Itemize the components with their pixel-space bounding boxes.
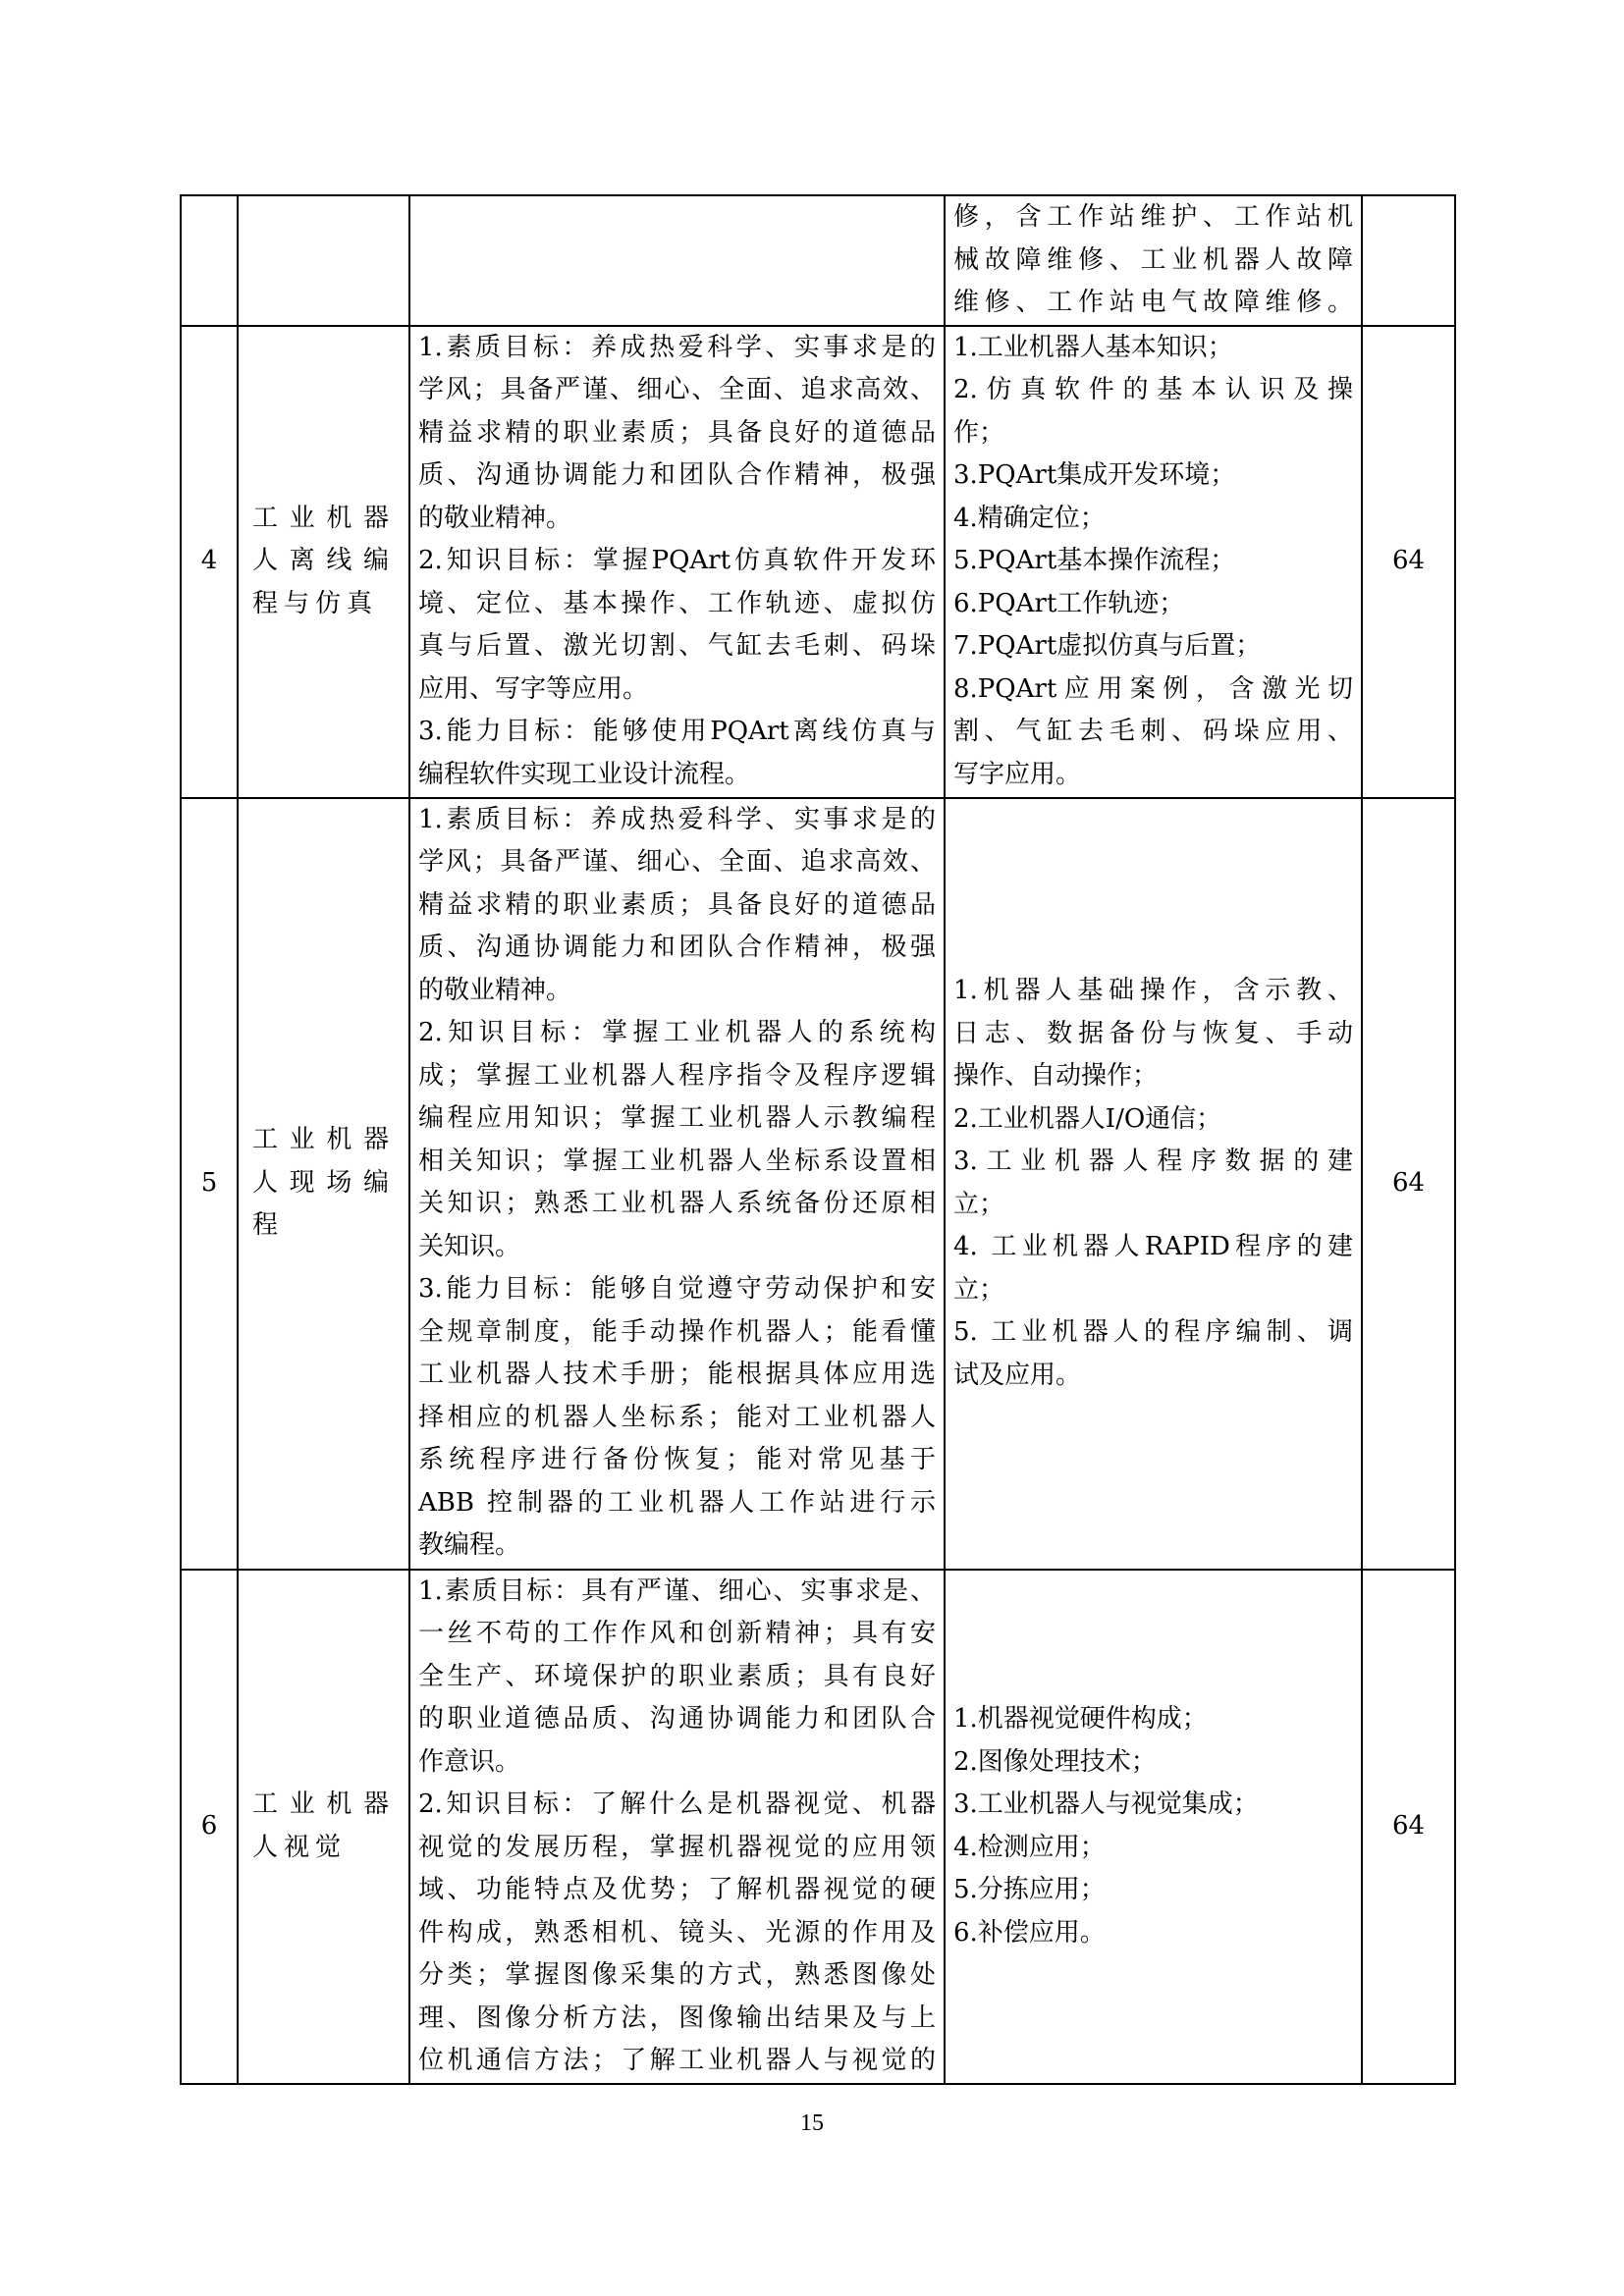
objective-line: 全生产、环境保护的职业素质；具有良好 <box>418 1661 936 1691</box>
contents-cell <box>945 326 1362 798</box>
content-line: 4.精确定位； <box>953 503 1106 533</box>
table-row <box>181 195 1455 326</box>
content-line: 3.工业机器人程序数据的建 <box>953 1147 1353 1176</box>
hours-cell <box>1362 798 1455 1570</box>
objective-line: 精益求精的职业素质；具备良好的道德品 <box>418 417 936 448</box>
contents-cell <box>945 1570 1362 2084</box>
content-line: 4. 工业机器人RAPID程序的建 <box>953 1232 1353 1261</box>
course-table <box>180 194 1456 2085</box>
objective-line: 真与后置、激光切割、气缸去毛刺、码垛 <box>418 631 936 661</box>
course-name-cell <box>238 326 409 798</box>
content-line: 3.PQArt集成开发环境； <box>953 460 1236 490</box>
objective-line: 作意识。 <box>418 1746 521 1777</box>
contents-cell <box>945 798 1362 1570</box>
objective-line: 境、定位、基本操作、工作轨迹、虚拟仿 <box>418 588 936 618</box>
content-line: 操作、自动操作； <box>953 1061 1159 1091</box>
content-line: 1.机器人基础操作，含示教、 <box>953 976 1353 1005</box>
content-line: 2.工业机器人I/O通信； <box>953 1103 1222 1134</box>
hours-cell <box>1362 326 1455 798</box>
content-line: 修，含工作站维护、工作站机 <box>953 202 1353 232</box>
objective-line: 的敬业精神。 <box>418 975 572 1005</box>
objective-line: 择相应的机器人坐标系；能对工业机器人 <box>418 1402 936 1432</box>
objective-line: 的敬业精神。 <box>418 503 572 533</box>
objective-line: 1.素质目标：养成热爱科学、实事求是的 <box>418 332 936 362</box>
objective-line: 关知识；熟悉工业机器人系统备份还原相 <box>418 1189 936 1218</box>
row-number-cell <box>181 326 238 798</box>
content-line: 6.PQArt工作轨迹； <box>953 588 1185 618</box>
row-number-cell <box>181 195 238 326</box>
course-name-line: 人现场编 <box>252 1167 395 1198</box>
objective-line: 件构成，熟悉相机、镜头、光源的作用及 <box>418 1917 936 1948</box>
hours-cell <box>1362 1570 1455 2084</box>
page-number: 15 <box>800 2110 824 2136</box>
course-name-line: 工业机器 <box>252 1789 395 1819</box>
contents-cell <box>945 195 1362 326</box>
content-line: 维修、工作站电气故障维修。 <box>953 288 1353 317</box>
course-name-line: 程与仿真 <box>252 588 379 618</box>
row-number: 6 <box>200 1810 218 1841</box>
objective-line: 1.素质目标：养成热爱科学、实事求是的 <box>418 804 936 834</box>
hours-cell <box>1362 195 1455 326</box>
objective-line: 系统程序进行备份恢复；能对常见基于 <box>418 1445 936 1474</box>
course-name-cell <box>238 195 409 326</box>
objective-line: 全规章制度，能手动操作机器人；能看懂 <box>418 1316 936 1347</box>
objective-line: 精益求精的职业素质；具备良好的道德品 <box>418 889 936 920</box>
objective-line: 一丝不苟的工作作风和创新精神；具有安 <box>418 1619 936 1648</box>
objectives-cell <box>409 798 945 1570</box>
objective-line: 视觉的发展历程，掌握机器视觉的应用领 <box>418 1832 936 1862</box>
content-line: 立； <box>953 1189 1005 1219</box>
content-line: 5. 工业机器人的程序编制、调 <box>953 1317 1353 1347</box>
hours-value: 64 <box>1391 1810 1426 1841</box>
content-line: 2.图像处理技术； <box>953 1746 1157 1777</box>
objective-line: 的职业道德品质、沟通协调能力和团队合 <box>418 1704 936 1734</box>
objective-line: 关知识。 <box>418 1231 521 1261</box>
content-line: 7.PQArt虚拟仿真与后置； <box>953 631 1262 661</box>
course-name-line: 程 <box>252 1210 285 1241</box>
content-line: 5.PQArt基本操作流程； <box>953 546 1236 575</box>
content-line: 作； <box>953 417 1005 448</box>
objective-line: 学风；具备严谨、细心、全面、追求高效、 <box>418 375 936 404</box>
objective-line: 1.素质目标：具有严谨、细心、实事求是、 <box>418 1575 936 1606</box>
content-line: 4.检测应用； <box>953 1832 1106 1862</box>
objective-line: 域、功能特点及优势；了解机器视觉的硬 <box>418 1875 936 1904</box>
content-line: 2.仿真软件的基本认识及操 <box>953 375 1353 404</box>
course-name-line: 工业机器 <box>252 1125 395 1155</box>
objective-line: 质、沟通协调能力和团队合作精神，极强 <box>418 460 936 490</box>
course-name-cell <box>238 798 409 1570</box>
hours-value: 64 <box>1391 1167 1426 1198</box>
hours-value: 64 <box>1391 546 1426 576</box>
content-line: 5.分拣应用； <box>953 1875 1106 1904</box>
objective-line: 学风；具备严谨、细心、全面、追求高效、 <box>418 847 936 877</box>
course-name-cell <box>238 1570 409 2084</box>
objective-line: 应用、写字等应用。 <box>418 673 649 704</box>
row-number: 4 <box>200 546 218 576</box>
objective-line: 成；掌握工业机器人程序指令及程序逻辑 <box>418 1060 936 1091</box>
content-line: 8.PQArt应用案例，含激光切 <box>953 673 1353 704</box>
objectives-cell <box>409 195 945 326</box>
content-line: 立； <box>953 1274 1005 1305</box>
table-row <box>181 326 1455 798</box>
content-line: 6.补偿应用。 <box>953 1917 1106 1948</box>
objective-line: 分类；掌握图像采集的方式，熟悉图像处 <box>418 1960 936 1990</box>
table-row <box>181 1570 1455 2084</box>
objective-line: 工业机器人技术手册；能根据具体应用选 <box>418 1360 936 1389</box>
objective-line: 位机通信方法；了解工业机器人与视觉的 <box>418 2046 936 2075</box>
course-name-line: 人视觉 <box>252 1832 348 1862</box>
objective-line: 编程应用知识；掌握工业机器人示教编程 <box>418 1103 936 1133</box>
row-number-cell <box>181 798 238 1570</box>
course-name-line: 工业机器 <box>252 503 395 533</box>
objective-line: 2.知识目标：掌握工业机器人的系统构 <box>418 1018 936 1047</box>
objective-line: 质、沟通协调能力和团队合作精神，极强 <box>418 933 936 962</box>
objective-line: 2.知识目标：了解什么是机器视觉、机器 <box>418 1789 936 1819</box>
content-line: 3.工业机器人与视觉集成； <box>953 1789 1259 1819</box>
row-number-cell <box>181 1570 238 2084</box>
objective-line: ABB 控制器的工业机器人工作站进行示 <box>418 1487 936 1518</box>
objective-line: 2.知识目标：掌握PQArt仿真软件开发环 <box>418 546 936 575</box>
row-number: 5 <box>200 1167 218 1198</box>
objective-line: 3.能力目标：能够自觉遵守劳动保护和安 <box>418 1274 936 1304</box>
objective-line: 理、图像分析方法，图像输出结果及与上 <box>418 2002 936 2033</box>
content-line: 割、气缸去毛刺、码垛应用、 <box>953 717 1353 746</box>
content-line: 1.机器视觉硬件构成； <box>953 1704 1208 1734</box>
objectives-cell <box>409 1570 945 2084</box>
objective-line: 教编程。 <box>418 1530 521 1560</box>
content-line: 1.工业机器人基本知识； <box>953 332 1233 362</box>
content-line: 日志、数据备份与恢复、手动 <box>953 1018 1353 1048</box>
objectives-cell <box>409 326 945 798</box>
objective-line: 3.能力目标：能够使用PQArt离线仿真与 <box>418 717 936 746</box>
content-line: 械故障维修、工业机器人故障 <box>953 244 1353 275</box>
objective-line: 相关知识；掌握工业机器人坐标系设置相 <box>418 1146 936 1176</box>
course-name-line: 人离线编 <box>252 546 395 576</box>
objective-line: 编程软件实现工业设计流程。 <box>418 759 751 789</box>
table-row <box>181 798 1455 1570</box>
content-line: 写字应用。 <box>953 759 1082 789</box>
content-line: 试及应用。 <box>953 1360 1082 1390</box>
